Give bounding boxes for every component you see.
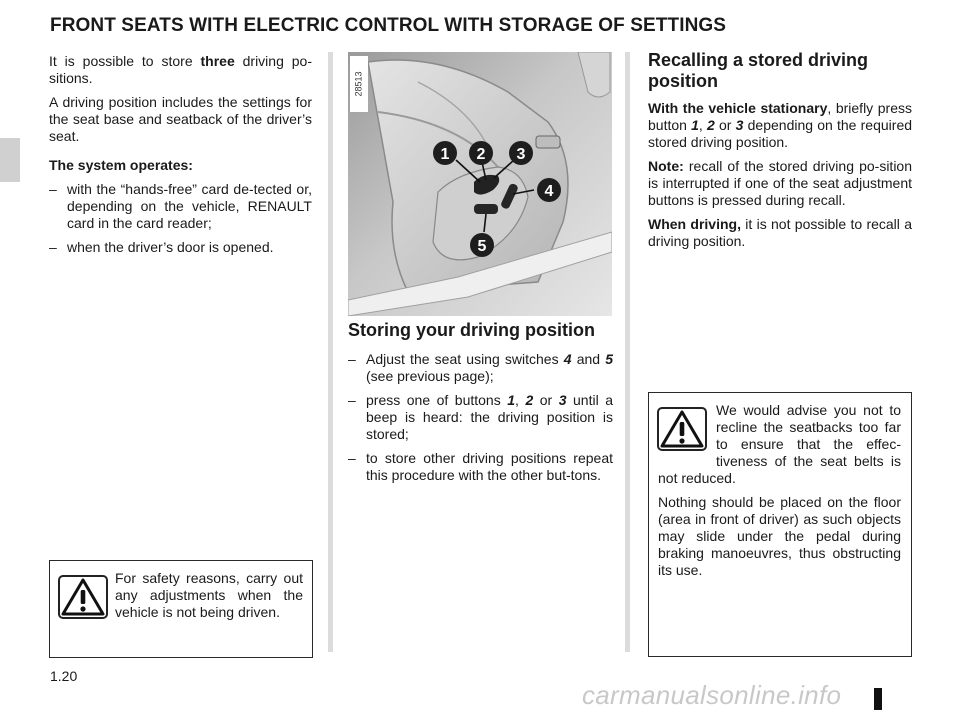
seat-drawing <box>348 52 612 316</box>
driving-paragraph: When driving, it is not possible to recall a driving position. <box>648 216 912 249</box>
column-divider-left <box>328 52 333 652</box>
warning-triangle-icon <box>58 575 108 619</box>
page-title: FRONT SEATS WITH ELECTRIC CONTROL WITH STORAGE OF SETTINGS <box>50 15 727 36</box>
watermark: carmanualsonline.info <box>582 680 842 710</box>
list-item: – press one of buttons 1, 2 or 3 until a beep is heard: the driving position is stored; <box>348 392 613 442</box>
footer-mark <box>874 688 882 710</box>
page-number: 1.20 <box>50 668 78 684</box>
column-divider-right <box>625 52 630 652</box>
note-paragraph: Note: recall of the stored driving po-sition is interrupted if one of the seat adjustment buttons is pressed during recall. <box>648 158 912 208</box>
list-item: – Adjust the seat using switches 4 and 5 (see previous page); <box>348 351 614 384</box>
warning-paragraph: We would advise you not to recline the seatbacks too far to ensure that the effec-tiveness of the seat belts is not reduced. <box>658 402 901 486</box>
definition-paragraph: A driving position includes the settings for the seat base and seatback of the driver’s seat. <box>49 94 312 144</box>
right-column <box>648 50 912 257</box>
chapter-tab <box>0 138 20 182</box>
middle-column <box>348 320 613 491</box>
callout-4: 4 <box>544 183 554 200</box>
list-item: – with the “hands-free” card de-tected or, depending on the vehicle, RENAULT card in the card reader; <box>49 181 312 231</box>
operates-heading: The system operates: <box>49 157 193 173</box>
list-item: – when the driver’s door is opened. <box>49 239 274 255</box>
warning-paragraph: Nothing should be placed on the floor (area in front of driver) as such objects may slide under the pedal during braking manoeuvres, thus obstructing its use. <box>658 494 901 578</box>
callout-2: 2 <box>476 146 486 163</box>
seat-controls-illustration <box>348 52 612 316</box>
callout-5: 5 <box>477 238 487 255</box>
callout-3: 3 <box>516 146 526 163</box>
recall-paragraph: With the vehicle stationary, briefly press button 1, 2 or 3 depending on the required stored driving position. <box>648 100 913 150</box>
storing-heading: Storing your driving position <box>348 320 595 340</box>
recalling-heading: Recalling a stored driving position <box>648 50 869 91</box>
safety-warning-text: For safety reasons, carry out any adjustments when the vehicle is not being driven. <box>115 570 303 620</box>
illustration-ref-number: 28513 <box>350 56 368 112</box>
left-column <box>49 53 312 263</box>
safety-warning-box <box>49 560 313 658</box>
list-item: – to store other driving positions repeat this procedure with the other but-tons. <box>348 450 613 483</box>
seatback-warning-box <box>648 392 912 657</box>
seatback-warning-text <box>658 402 901 579</box>
intro-paragraph: It is possible to store three driving po-sitions. <box>49 53 312 86</box>
icon-spacer <box>658 402 716 464</box>
callout-1: 1 <box>440 146 450 163</box>
